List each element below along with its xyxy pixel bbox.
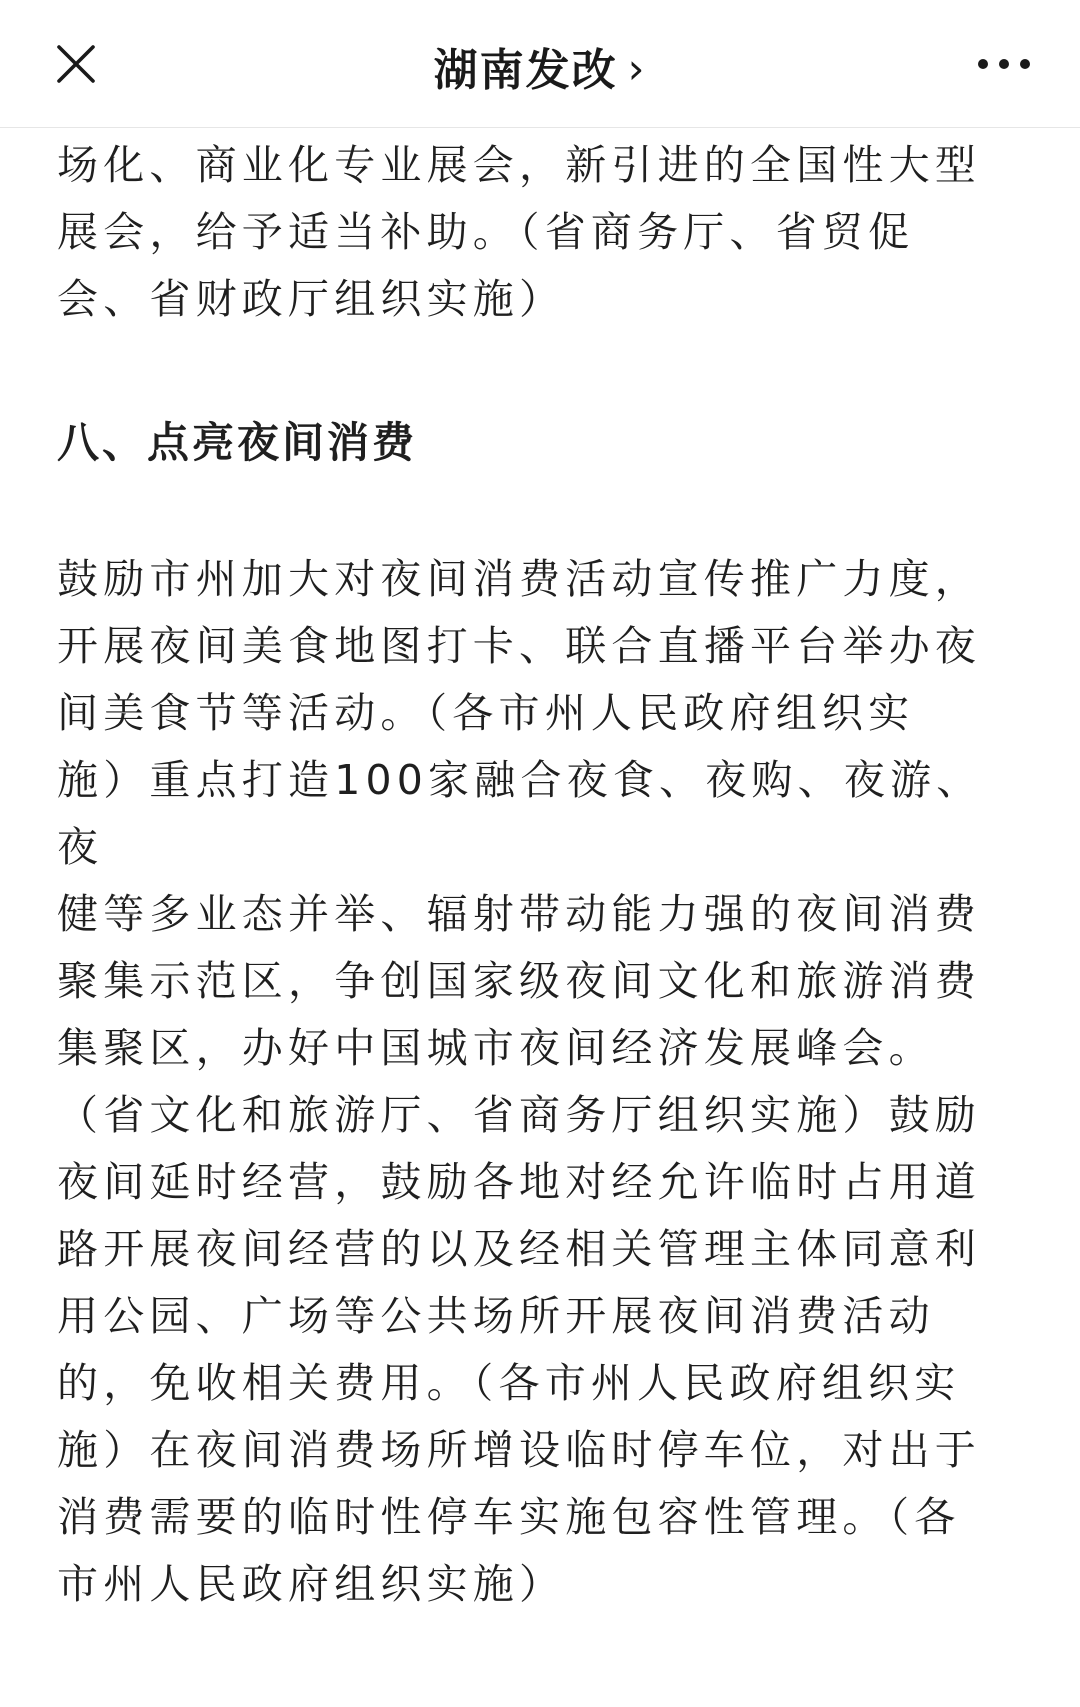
article-paragraph: 场化、商业化专业展会，新引进的全国性大型 展会，给予适当补助。（省商务厅、省贸促 会、省财政厅组织实施）	[57, 141, 981, 323]
more-options-button[interactable]	[964, 28, 1044, 100]
article-paragraph: 鼓励市州加大对夜间消费活动宣传推广力度， 开展夜间美食地图打卡、联合直播平台举办夜 间美食节等活动。（各市州人民政府组织实 施）重点打造100家融合夜食、夜购、夜游、夜 健等多业态并举、辐射带动能力强的夜间消费 聚集示范区，争创国家级夜间文化和旅游消费 集聚区，办好中国城市夜间经济发展峰会。 （省文化和旅游厅、省商务厅组织实施）鼓励 夜间延时经营，鼓励各地对经允许临时占用道 路开展夜间经营的以及经相关管理主体同意利 用公园、广场等公共场所开展夜间消费活动 的，免收相关费用。（各市州人民政府组织实 施）在夜间消费场所增设临时停车位，对出于 消费需要的临时性停车实施包容性管理。（各 市州人民政府组织实施）	[57, 555, 983, 1608]
chevron-right-icon: ›	[627, 44, 647, 93]
section-heading: 八、点亮夜间消费	[57, 418, 418, 467]
account-title-link[interactable]	[0, 34, 1080, 98]
article-body	[57, 132, 1027, 1618]
account-title: 湖南发改	[433, 45, 618, 96]
more-horizontal-icon	[976, 57, 1032, 71]
top-nav-bar	[0, 0, 1080, 128]
